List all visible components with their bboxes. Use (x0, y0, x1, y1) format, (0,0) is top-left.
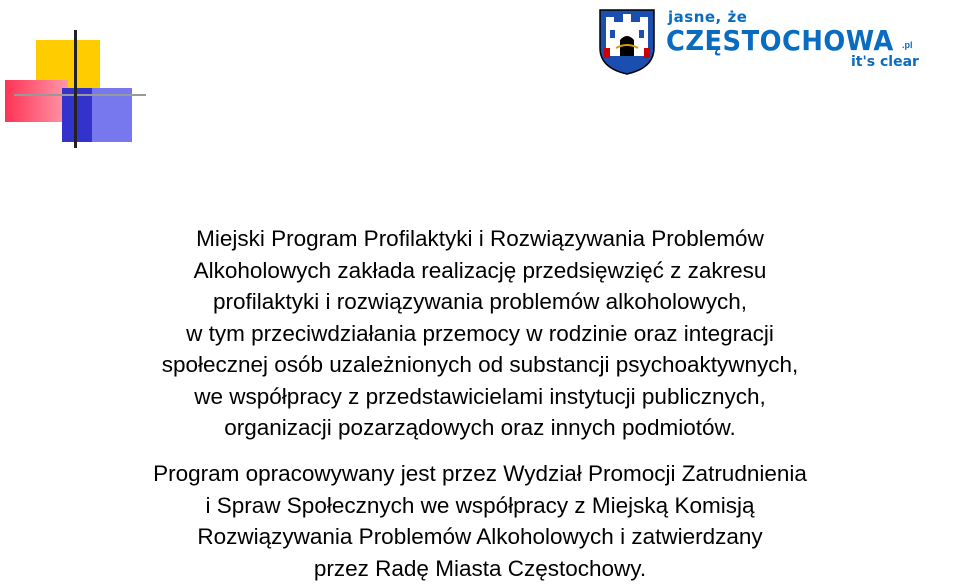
logo-domain-suffix: .pl (902, 40, 913, 50)
logo-small-text: jasne, że (668, 8, 748, 26)
logo-tagline: it's clear (851, 54, 919, 70)
text-line: organizacji pozarządowych oraz innych podmiotów. (224, 415, 736, 440)
text-line: przez Radę Miasta Częstochowy. (313, 555, 647, 581)
city-logo (596, 6, 936, 76)
text-line: i Spraw Społecznych we współpracy z Miejską Komisją (205, 492, 755, 518)
text-line: Program opracowywany jest przez Wydział Promocji Zatrudnienia (153, 461, 807, 486)
text-line: Rozwiązywania Problemów Alkoholowych i zatwierdzany (197, 524, 763, 549)
logo-main-text: CZĘSTOCHOWA (666, 24, 894, 57)
text-line: we współpracy z przedstawicielami instytucji publicznych, (194, 383, 766, 409)
program-authorship-paragraph (0, 458, 960, 584)
text-line: społecznej osób uzależnionych od substancji psychoaktywnych, (161, 352, 799, 377)
text-line: Miejski Program Profilaktyki i Rozwiązywania Problemów (196, 226, 764, 251)
text-line: profilaktyki i rozwiązywania problemów alkoholowych, (213, 289, 747, 314)
decorative-red-square (5, 80, 68, 122)
program-description-paragraph (0, 223, 960, 444)
text-line: Alkoholowych zakłada realizację przedsięwzięć z zakresu (193, 257, 767, 283)
decorative-horizontal-line (14, 94, 146, 96)
text-line: w tym przeciwdziałania przemocy w rodzinie oraz integracji (186, 320, 774, 346)
decorative-vertical-line (74, 30, 77, 148)
city-crest-icon (596, 8, 658, 76)
decorative-light-blue-square (92, 88, 132, 142)
